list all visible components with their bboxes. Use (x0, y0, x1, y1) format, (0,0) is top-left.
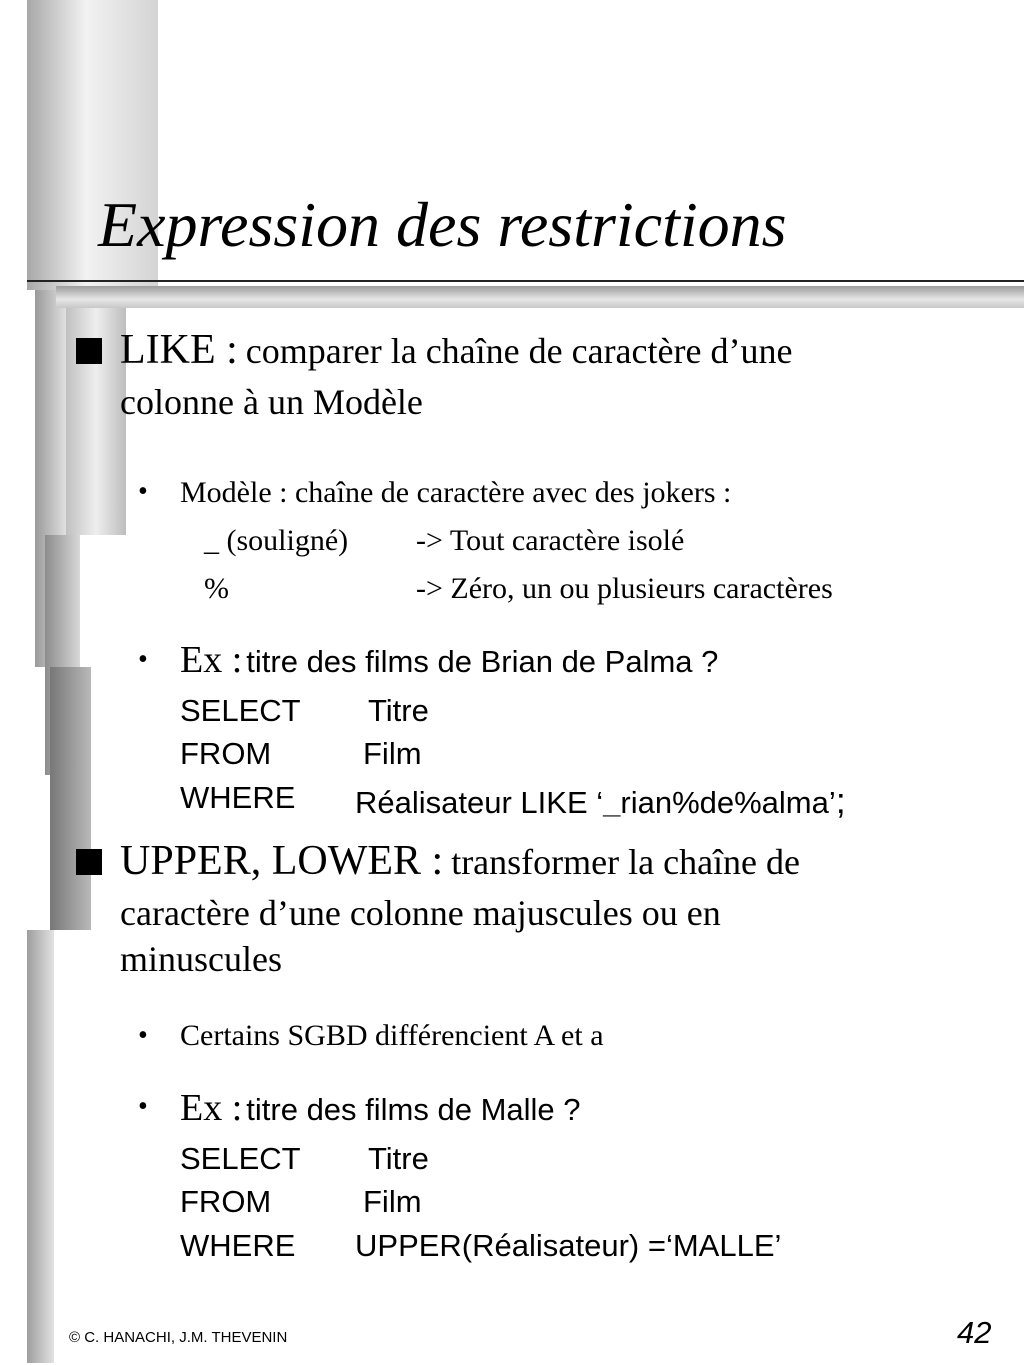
round-dot-bullet-icon: • (138, 644, 148, 675)
example-label: Ex : (180, 1087, 243, 1129)
round-dot-bullet-icon: • (138, 1091, 148, 1122)
section-description: colonne à un Modèle (120, 382, 423, 422)
example-line (180, 1086, 581, 1130)
sql-value-part: Réalisateur LIKE ‘ (355, 785, 604, 820)
sql-value: Film (363, 1184, 422, 1219)
bullet-text: Certains SGBD différencient A et a (180, 1019, 604, 1052)
example-text: titre des films de Malle ? (246, 1092, 581, 1127)
title-divider (27, 280, 1024, 282)
footer-copyright: © C. HANACHI, J.M. THEVENIN (69, 1329, 288, 1346)
sql-value: Titre (368, 693, 429, 728)
sql-keyword: SELECT (180, 693, 301, 728)
sql-keyword: FROM (180, 1184, 272, 1219)
sql-value-part: _ (603, 785, 621, 820)
decorative-bar (27, 930, 54, 1363)
sql-keyword: SELECT (180, 1141, 301, 1176)
round-dot-bullet-icon: • (138, 1020, 148, 1051)
black-square-bullet-icon (76, 338, 102, 364)
black-square-bullet-icon (76, 849, 102, 875)
section-description: comparer la chaîne de caractère d’une (245, 331, 793, 371)
joker-symbol: % (204, 572, 229, 605)
example-label: Ex : (180, 639, 243, 681)
section-description: caractère d’une colonne majuscules ou en (120, 893, 721, 933)
sql-value: Titre (368, 1141, 429, 1176)
section-keyword: UPPER, LOWER : (120, 838, 444, 884)
example-line (180, 638, 718, 682)
section-heading (120, 837, 800, 885)
section-description: transformer la chaîne de (451, 842, 801, 882)
section-keyword: LIKE : (120, 327, 238, 373)
sql-value (355, 780, 846, 822)
sql-value: Film (363, 736, 422, 771)
slide-title: Expression des restrictions (98, 189, 787, 260)
joker-meaning: -> Zéro, un ou plusieurs caractères (416, 572, 833, 605)
page-number: 42 (957, 1315, 992, 1350)
bullet-text: Modèle : chaîne de caractère avec des jokers : (180, 476, 732, 509)
section-description: minuscules (120, 939, 282, 979)
sql-value-part: ; (835, 780, 846, 821)
joker-symbol: _ (souligné) (204, 524, 349, 557)
decorative-bar (50, 667, 91, 930)
section-heading (120, 326, 792, 374)
sql-value: UPPER(Réalisateur) =‘MALLE’ (355, 1228, 782, 1263)
title-band (56, 286, 1024, 308)
sql-keyword: WHERE (180, 780, 296, 815)
example-text: titre des films de Brian de Palma ? (246, 644, 719, 679)
sql-keyword: FROM (180, 736, 272, 771)
sql-value-part: rian%de%alma’ (620, 785, 836, 820)
joker-meaning: -> Tout caractère isolé (416, 524, 685, 557)
round-dot-bullet-icon: • (138, 476, 148, 507)
sql-keyword: WHERE (180, 1228, 296, 1263)
decorative-bar (66, 290, 126, 535)
